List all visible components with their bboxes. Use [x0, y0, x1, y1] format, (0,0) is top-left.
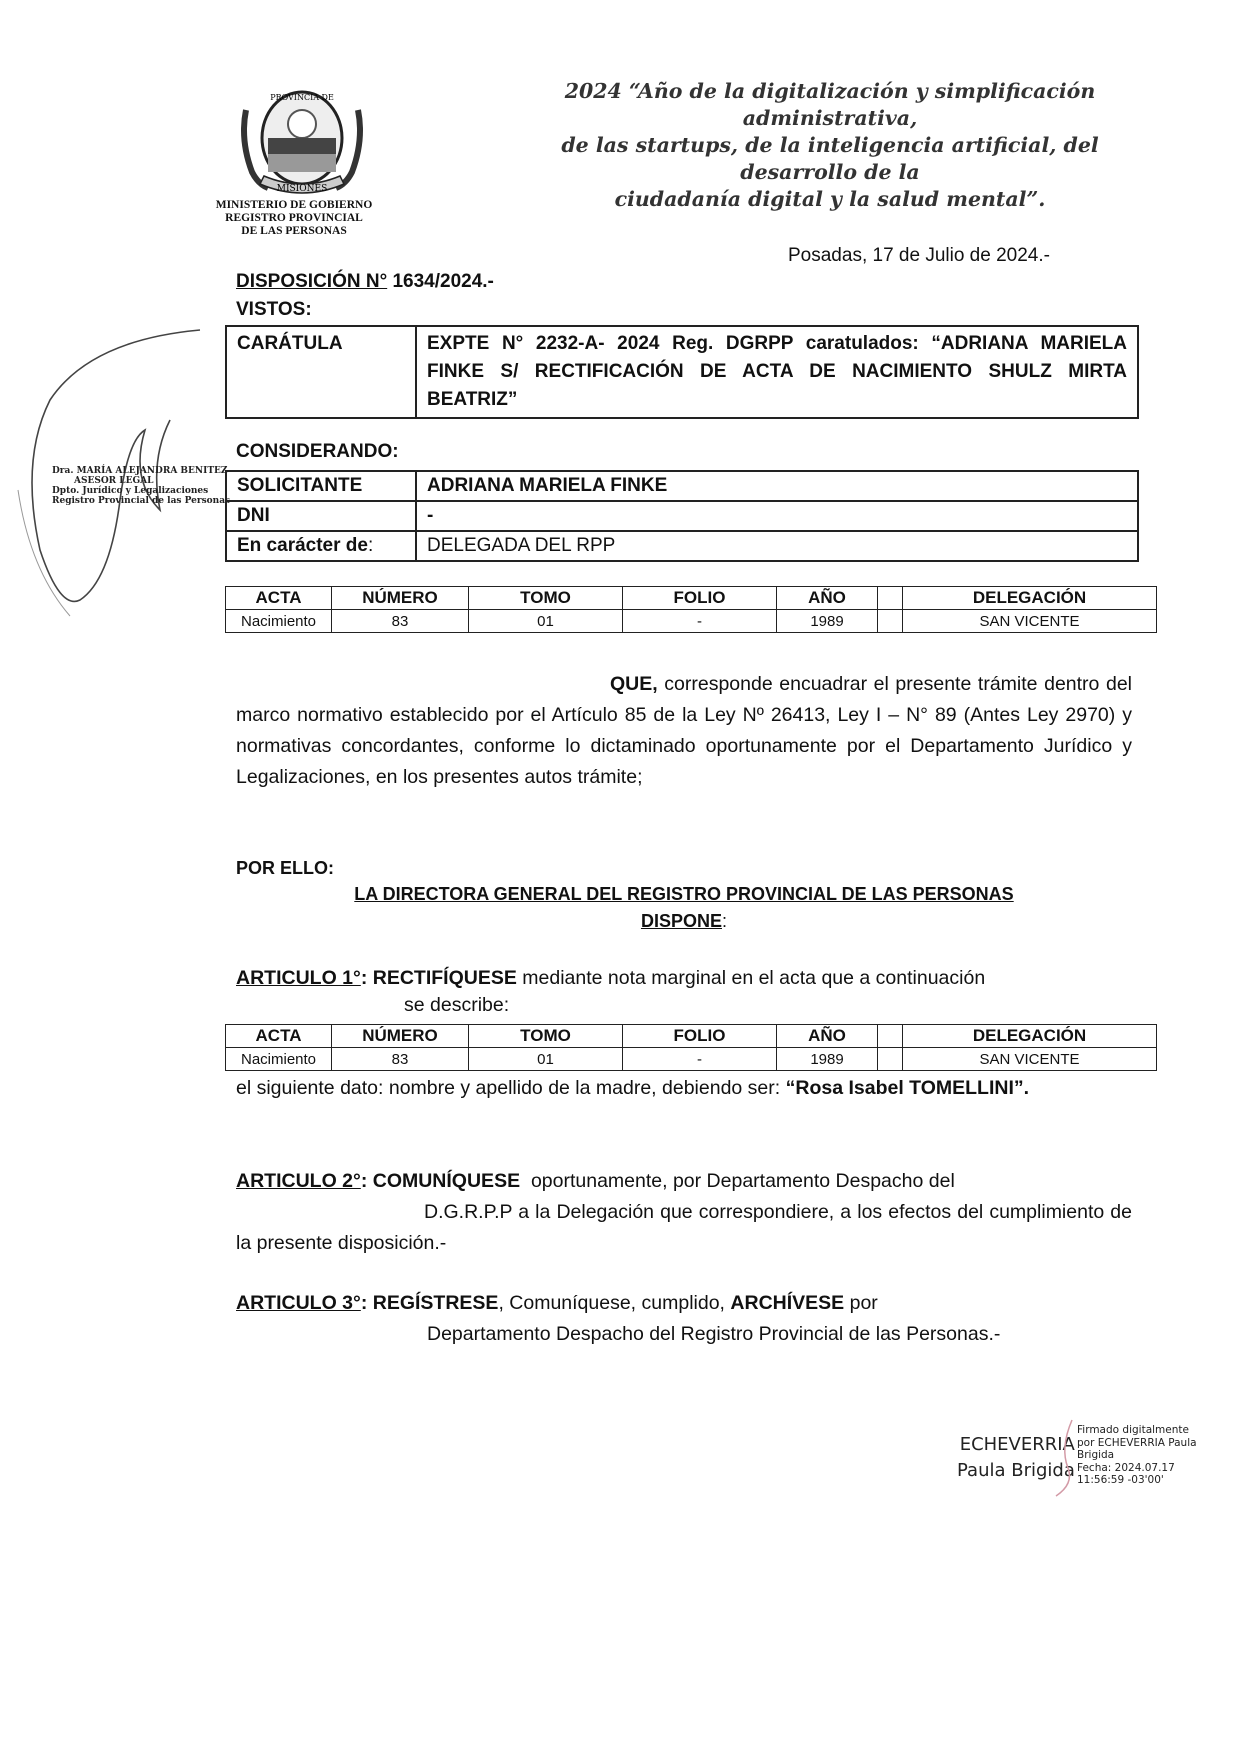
place-date: Posadas, 17 de Julio de 2024.-	[788, 245, 1050, 266]
cell-folio: -	[623, 610, 777, 633]
art1-verb: RECTIFÍQUESE	[372, 967, 517, 989]
art2-verb: COMUNÍQUESE	[372, 1170, 521, 1192]
signature-name-line: ECHEVERRIA	[959, 1434, 1075, 1455]
caracter-value: DELEGADA DEL RPP	[416, 531, 1138, 561]
cell-numero: 83	[332, 610, 469, 633]
table-row	[226, 610, 1157, 633]
dni-value: -	[416, 501, 1138, 531]
dispone-heading: DISPONE:	[640, 911, 728, 931]
col-folio: FOLIO	[623, 587, 777, 610]
vistos-heading: VISTOS:	[236, 299, 312, 320]
col-folio: FOLIO	[623, 1025, 777, 1048]
quote-line: de las startups, de la inteligencia artificial, del desarrollo de la	[561, 133, 1099, 184]
col-blank	[878, 1025, 903, 1048]
ministry-line: REGISTRO PROVINCIAL	[225, 212, 363, 224]
cell-numero: 83	[332, 1048, 469, 1071]
art1-after-text: el siguiente dato: nombre y apellido de la madre, debiendo ser:	[236, 1077, 781, 1099]
art3-verb2: ARCHÍVESE	[730, 1292, 845, 1314]
art3-text2: Departamento Despacho del Registro Provincial de las Personas.-	[427, 1323, 1001, 1345]
art3-text-b: por	[849, 1292, 878, 1314]
cell-blank	[878, 610, 903, 633]
acta-table-2	[225, 1024, 1157, 1071]
logo-bottom-text: MISIONES	[276, 184, 328, 194]
art3-line: ARTICULO 3°: REGÍSTRESE, Comuníquese, cumplido, ARCHÍVESE por	[236, 1292, 878, 1314]
art2-text: oportunamente, por Departamento Despacho del	[530, 1170, 955, 1192]
caratula-table	[225, 325, 1139, 419]
col-anio: AÑO	[777, 1025, 878, 1048]
seal-line: Registro Provincial de las Personas	[52, 496, 231, 506]
directora-heading: LA DIRECTORA GENERAL DEL REGISTRO PROVINCIAL DE LAS PERSONAS	[354, 884, 1014, 904]
col-acta: ACTA	[226, 1025, 332, 1048]
signature-name-line: Paula Brigida	[957, 1460, 1075, 1481]
solicitante-label: SOLICITANTE	[226, 471, 416, 501]
disposition-label: DISPOSICIÓN N°	[236, 271, 388, 292]
signature-info-line: 11:56:59 -03'00'	[1077, 1474, 1164, 1486]
cell-delegacion: SAN VICENTE	[903, 610, 1157, 633]
col-acta: ACTA	[226, 587, 332, 610]
art1-after	[236, 1073, 1132, 1104]
dni-label: DNI	[226, 501, 416, 531]
art1-text2: se describe:	[404, 994, 510, 1016]
disposition-value: 1634/2024.-	[392, 271, 494, 292]
col-numero: NÚMERO	[332, 587, 469, 610]
que-text: corresponde encuadrar el presente trámite dentro del marco normativo establecido por el Artículo 85 de la Ley Nº 26413, Ley I – N° 89 (Antes Ley 2970) y normativas concordantes, conforme lo dictaminado oportunamente por el Departamento Jurídico y Legalizaciones, en los presentes autos trámite;	[236, 673, 1132, 788]
solicitante-value: ADRIANA MARIELA FINKE	[416, 471, 1138, 501]
legal-seal	[52, 466, 230, 506]
art2-paragraph: ARTICULO 2°: COMUNÍQUESE oportunamente, por Departamento Despacho del D.G.R.P.P a la Delegación que correspondiere, a los efectos del cumplimiento de la presente disposición.-	[236, 1166, 1132, 1259]
que-lead: QUE,	[610, 673, 658, 695]
header-quote	[510, 78, 1150, 213]
disposition-number	[236, 271, 494, 293]
ministry-line: DE LAS PERSONAS	[241, 225, 347, 237]
caracter-label-text: En carácter de	[237, 535, 368, 556]
dispone-text: DISPONE	[640, 911, 722, 931]
art1-text: mediante nota marginal en el acta que a continuación	[522, 967, 986, 989]
col-anio: AÑO	[777, 587, 878, 610]
solicitante-table	[225, 470, 1139, 562]
caratula-label: CARÁTULA	[226, 326, 416, 418]
table-row	[226, 1048, 1157, 1071]
col-delegacion: DELEGACIÓN	[903, 1025, 1157, 1048]
col-tomo: TOMO	[469, 1025, 623, 1048]
caratula-value: EXPTE N° 2232-A- 2024 Reg. DGRPP caratulados: “ADRIANA MARIELA FINKE S/ RECTIFICACIÓN DE ACTA DE NACIMIENTO SHULZ MIRTA BEATRIZ”	[416, 326, 1138, 418]
art2-text2: D.G.R.P.P a la Delegación que correspondiere, a los efectos del cumplimiento de la presente disposición.-	[236, 1201, 1132, 1254]
logo-top-text: PROVINCIA DE	[270, 93, 334, 102]
quote-line: 2024 “Año de la digitalización y simplificación administrativa,	[564, 79, 1096, 130]
art3-verb: REGÍSTRESE	[372, 1292, 499, 1314]
signature-info-line: Firmado digitalmente	[1077, 1424, 1189, 1436]
art1-line: ARTICULO 1°: RECTIFÍQUESE mediante nota marginal en el acta que a continuación	[236, 967, 986, 989]
signature-flourish	[1050, 1418, 1080, 1498]
cell-blank	[878, 1048, 903, 1071]
province-logo	[238, 80, 366, 198]
que-paragraph	[236, 669, 1132, 793]
signature-info-line: por ECHEVERRIA Paula	[1077, 1436, 1197, 1449]
col-tomo: TOMO	[469, 587, 623, 610]
seal-line: ASESOR LEGAL	[74, 476, 154, 486]
caracter-label: En carácter de:	[226, 531, 416, 561]
seal-line: Dpto. Jurídico y Legalizaciones	[52, 486, 209, 496]
cell-tomo: 01	[469, 610, 623, 633]
cell-delegacion: SAN VICENTE	[903, 1048, 1157, 1071]
seal-line: Dra. MARÍA ALEJANDRA BENITEZ	[52, 466, 228, 476]
art1-label: ARTICULO 1°	[236, 967, 361, 989]
art2-label: ARTICULO 2°	[236, 1170, 361, 1192]
col-blank	[878, 587, 903, 610]
art3-text-a: , Comuníquese, cumplido,	[498, 1292, 725, 1314]
cell-acta: Nacimiento	[226, 1048, 332, 1071]
digital-signature-info	[1077, 1424, 1197, 1487]
ministry-line: MINISTERIO DE GOBIERNO	[215, 199, 373, 211]
quote-line: ciudadanía digital y la salud mental”.	[614, 187, 1046, 211]
cell-folio: -	[623, 1048, 777, 1071]
considerando-heading: CONSIDERANDO:	[236, 441, 399, 462]
col-numero: NÚMERO	[332, 1025, 469, 1048]
cell-acta: Nacimiento	[226, 610, 332, 633]
art3-label: ARTICULO 3°	[236, 1292, 361, 1314]
por-ello: POR ELLO:	[236, 858, 334, 878]
col-delegacion: DELEGACIÓN	[903, 587, 1157, 610]
art1-value: “Rosa Isabel TOMELLINI”.	[785, 1077, 1030, 1099]
cell-anio: 1989	[777, 1048, 878, 1071]
ministry-block	[208, 199, 380, 238]
cell-anio: 1989	[777, 610, 878, 633]
acta-table	[225, 586, 1157, 633]
signature-info-line: Brigida	[1077, 1449, 1115, 1461]
signature-info-line: Fecha: 2024.07.17	[1077, 1461, 1175, 1474]
cell-tomo: 01	[469, 1048, 623, 1071]
